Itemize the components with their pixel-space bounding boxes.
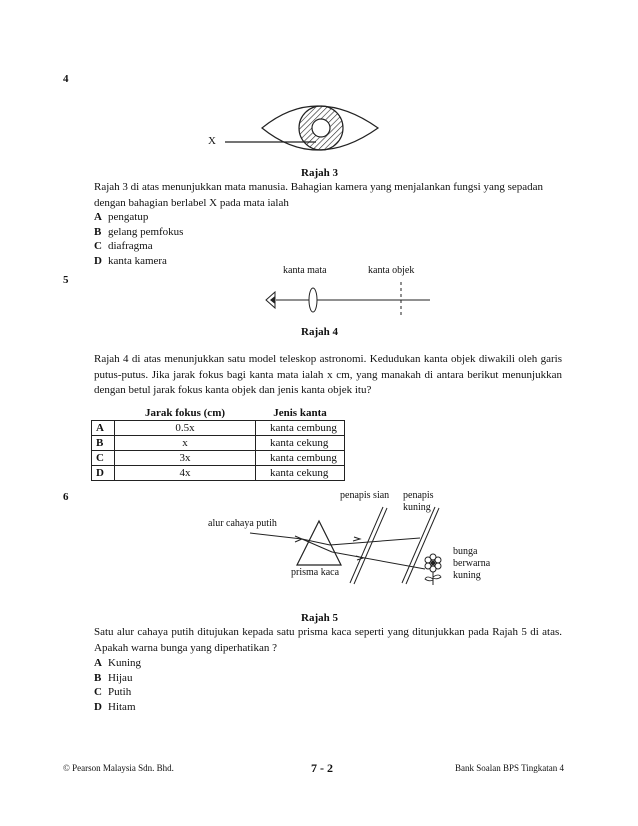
ray-out-1 [330, 538, 420, 545]
q6-option-b[interactable]: B Hijau [94, 671, 133, 684]
q5-option-c[interactable]: C 3x kanta cembung [92, 451, 345, 466]
question-number-5: 5 [63, 274, 69, 286]
q5-option-b[interactable]: B x kanta cekung [92, 436, 345, 451]
page-number: 7 - 2 [311, 761, 333, 775]
q6-stem: Satu alur cahaya putih ditujukan kepada satu prisma kaca seperti yang ditunjukkan pada Rajah 5 di atas. Apakah warna bunga yang diperhatikan ? [94, 626, 562, 654]
header-focal-length: Jarak fokus (cm) [115, 406, 256, 421]
table-header-row [92, 406, 345, 421]
caption-rajah-3: Rajah 3 [301, 167, 338, 179]
label-x: X [208, 135, 216, 147]
flower-icon [425, 554, 441, 585]
label-objective: kanta objek [368, 265, 415, 276]
label-white-light: alur cahaya putih [208, 518, 277, 529]
q6-option-d[interactable]: D Hitam [94, 700, 136, 713]
question-number-4: 4 [63, 73, 69, 85]
label-flower: bunga berwarna kuning [453, 546, 491, 581]
pupil [312, 119, 330, 137]
q6-options [94, 656, 141, 714]
cyan-filter [350, 507, 387, 584]
question-number-6: 6 [63, 491, 69, 503]
ray-out-2 [332, 552, 425, 569]
header-lens-type: Jenis kanta [256, 406, 345, 421]
caption-rajah-5: Rajah 5 [301, 612, 338, 624]
q4-option-c[interactable]: C diafragma [94, 240, 153, 252]
label-glass-prism: prisma kaca [291, 567, 340, 578]
eyepiece-lens [309, 288, 317, 312]
label-yellow-filter: penapis kuning [403, 490, 434, 513]
telescope-diagram [0, 278, 638, 322]
q5-stem: Rajah 4 di atas menunjukkan satu model teleskop astronomi. Kedudukan kanta objek diwakili oleh garis putus-putus. Jika jarak fokus bagi kanta mata ialah x cm, yang manakah di antara berikut menunjukkan dengan betul jarak fokus kanta objek dan jenis kanta objek itu? [94, 353, 562, 396]
q5-options-table [91, 406, 345, 481]
q4-option-a[interactable]: A pengatup [94, 211, 149, 223]
caption-rajah-4: Rajah 4 [301, 326, 338, 338]
white-light-ray [250, 533, 302, 539]
q4-options [94, 210, 183, 268]
q4-option-b[interactable]: B gelang pemfokus [94, 225, 184, 238]
label-eyepiece: kanta mata [283, 265, 327, 276]
q5-option-a[interactable]: A 0.5x kanta cembung [92, 421, 345, 436]
q5-option-d[interactable]: D 4x kanta cekung [92, 466, 345, 481]
footer-book-title: Bank Soalan BPS Tingkatan 4 [455, 763, 565, 773]
footer-copyright: © Pearson Malaysia Sdn. Bhd. [63, 763, 174, 773]
q6-option-a[interactable]: A Kuning [94, 657, 141, 669]
q6-option-c[interactable]: C Putih [94, 686, 132, 698]
label-cyan-filter: penapis sian [340, 490, 390, 501]
q4-stem: Rajah 3 di atas menunjukkan mata manusia. Bahagian kamera yang menjalankan fungsi yang sepadan dengan bahagian berlabel X pada mata ialah [94, 181, 544, 209]
q4-option-d[interactable]: D kanta kamera [94, 254, 167, 267]
